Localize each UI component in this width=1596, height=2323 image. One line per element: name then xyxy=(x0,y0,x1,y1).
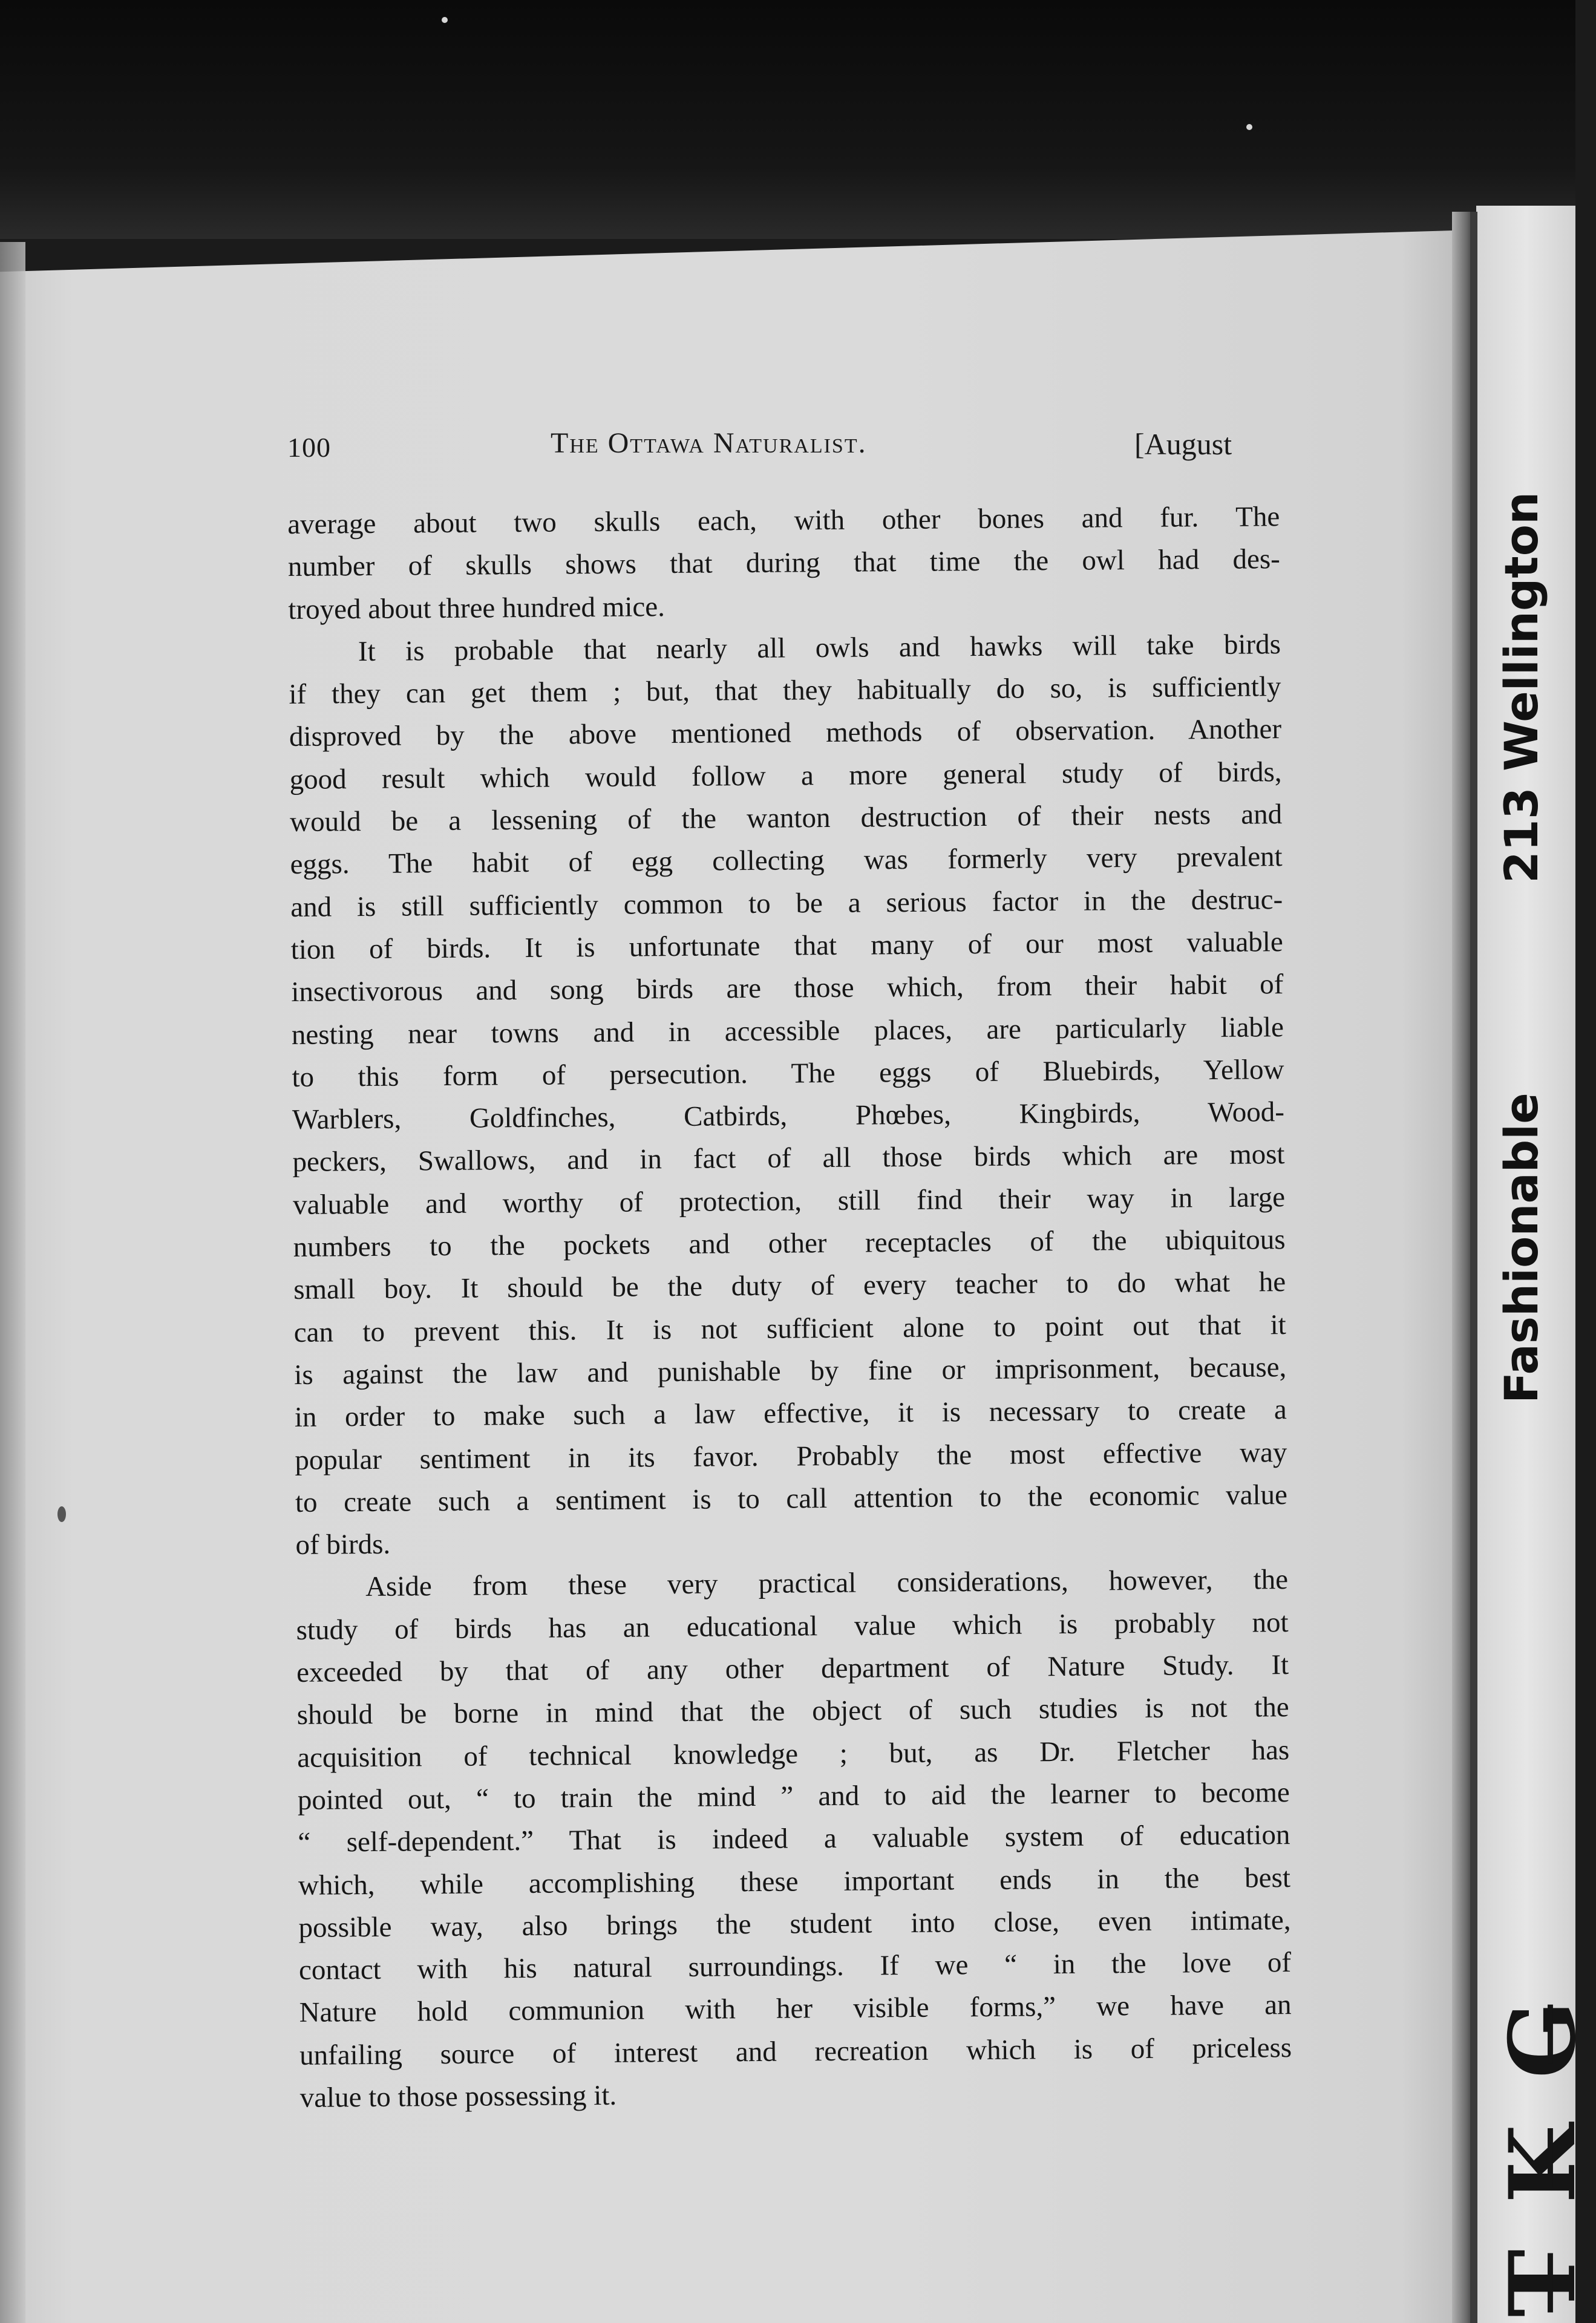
text-line: popular sentiment in its favor. Probably the most effective way xyxy=(295,1436,1287,1476)
text-line: troyed about three hundred mice. xyxy=(288,590,666,626)
binding-hole xyxy=(57,1506,66,1522)
advertisement-word: Fashionable xyxy=(1494,1093,1548,1403)
adjacent-page-rule xyxy=(1470,212,1477,2323)
text-line: pointed out, “ to train the mind ” and to aid the learner to become xyxy=(297,1776,1290,1816)
text-line: which, while accomplishing these important ends in the best xyxy=(298,1861,1291,1901)
text-line: small boy. It should be the duty of every teacher to do what he xyxy=(293,1266,1286,1306)
text-line: nesting near towns and in accessible places, are particularly liable xyxy=(291,1011,1284,1051)
running-header xyxy=(287,426,1255,469)
text-line: of birds. xyxy=(295,1528,391,1561)
dust-speck xyxy=(1246,124,1252,130)
text-line: should be borne in mind that the object of such studies is not the xyxy=(296,1691,1289,1731)
text-line: can to prevent this. It is not sufficient alone to point out that it xyxy=(293,1309,1286,1348)
text-line: to this form of persecution. The eggs of Bluebirds, Yellow xyxy=(292,1053,1284,1093)
page-number: 100 xyxy=(287,432,331,463)
text-line: Aside from these very practical considerations, however, the xyxy=(365,1564,1289,1603)
text-line: peckers, Swallows, and in fact of all those birds which are most xyxy=(292,1139,1285,1178)
page-left-edge xyxy=(0,242,25,2323)
text-line: value to those possessing it. xyxy=(299,2079,617,2114)
text-line: valuable and worthy of protection, still find their way in large xyxy=(292,1181,1286,1221)
issue-month: [August xyxy=(1134,427,1232,461)
text-line: acquisition of technical knowledge ; but, as Dr. Fletcher has xyxy=(297,1734,1290,1774)
text-line: study of birds has an educational value which is probably not xyxy=(296,1606,1289,1646)
text-line: average about two skulls each, with other bones and fur. The xyxy=(287,501,1280,540)
text-line: and is still sufficiently common to be a serious factor in the destruc- xyxy=(290,883,1283,923)
text-line: would be a lessening of the wanton destruction of their nests and xyxy=(289,799,1283,838)
text-line: “ self-dependent.” That is indeed a valuable system of education xyxy=(298,1819,1290,1859)
text-line: It is probable that nearly all owls and hawks will take birds xyxy=(358,629,1281,667)
text-line: numbers to the pockets and other receptacles of the ubiquitous xyxy=(293,1224,1286,1264)
dark-background xyxy=(0,0,1575,239)
text-line: if they can get them ; but, that they habitually do so, is sufficiently xyxy=(289,671,1281,711)
text-line: is against the law and punishable by fine or imprisonment, because, xyxy=(294,1351,1287,1391)
text-line: tion of birds. It is unfortunate that many of our most valuable xyxy=(290,926,1283,965)
journal-title: The Ottawa Naturalist. xyxy=(551,427,867,459)
article-body xyxy=(287,495,1292,2119)
text-line: exceeded by that of any other department of Nature Study. It xyxy=(296,1649,1289,1688)
text-line: Nature hold communion with her visible forms,” we have an xyxy=(299,1989,1292,2029)
advertisement-ornament-lettering: T̶ K̶ G̶ xyxy=(1490,1993,1596,2317)
dust-speck xyxy=(442,17,448,23)
text-line: possible way, also brings the student into close, even intimate, xyxy=(298,1904,1291,1944)
text-line: disproved by the above mentioned methods of observation. Another xyxy=(289,713,1282,753)
advertisement-address: 213 Wellington xyxy=(1494,491,1548,883)
text-line: to create such a sentiment is to call attention to the economic value xyxy=(295,1478,1288,1518)
text-line: number of skulls shows that during that time the owl had des- xyxy=(287,543,1280,583)
text-line: contact with his natural surroundings. If we “ in the love of xyxy=(298,1947,1292,1987)
text-line: Warblers, Goldfinches, Catbirds, Phœbes, Kingbirds, Wood- xyxy=(292,1096,1285,1136)
text-line: eggs. The habit of egg collecting was formerly very prevalent xyxy=(290,841,1283,881)
text-line: in order to make such a law effective, it is necessary to create a xyxy=(294,1394,1287,1434)
text-line: good result which would follow a more general study of birds, xyxy=(289,756,1282,796)
text-line: unfailing source of interest and recreation which is of priceless xyxy=(299,2031,1292,2071)
text-line: insectivorous and song birds are those which, from their habit of xyxy=(291,969,1284,1008)
